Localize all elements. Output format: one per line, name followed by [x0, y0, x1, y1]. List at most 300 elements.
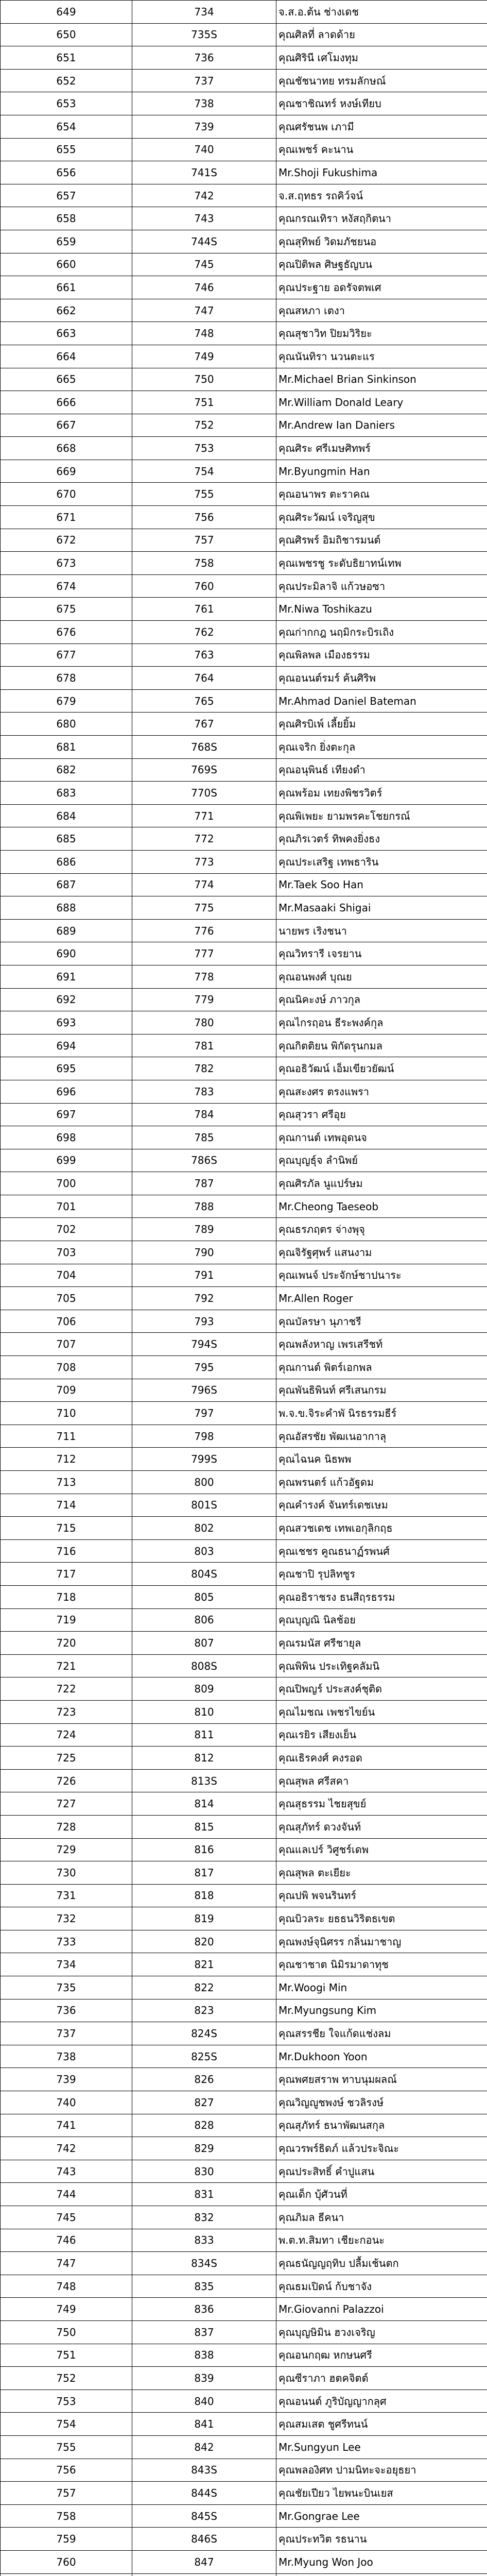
- row-number: 723: [1, 1700, 132, 1723]
- table-row: [1, 1264, 487, 1287]
- member-code: 840: [132, 2389, 276, 2413]
- member-name: คุณกานต์ พิตร์เอกพล: [276, 1356, 487, 1379]
- member-name: คุณธนัญญฤทิบ ปลื้มเช้นตก: [276, 2252, 487, 2275]
- table-row: [1, 667, 487, 690]
- member-code: 824S: [132, 2022, 276, 2045]
- member-code: 751: [132, 391, 276, 414]
- member-code: 801S: [132, 1494, 276, 1517]
- member-code: 815: [132, 1815, 276, 1838]
- member-name: Mr.Dukhoon Yoon: [276, 2045, 487, 2068]
- table-row: [1, 1034, 487, 1057]
- row-number: 735: [1, 1976, 132, 1999]
- member-code: 827: [132, 2091, 276, 2114]
- member-name: คุณศิรภัล นูแปร์ษม: [276, 1172, 487, 1195]
- member-name: คุณชัยเปียว ไยพนะบินเยส: [276, 2482, 487, 2505]
- member-name: คุณพงษ์จุนิศรร กลิ่นมาชาญ: [276, 1930, 487, 1953]
- member-code: 738: [132, 92, 276, 115]
- table-row: [1, 391, 487, 414]
- member-name: คุณอนกฤฒ หกษนศรี: [276, 2344, 487, 2367]
- row-number: 757: [1, 2482, 132, 2505]
- row-number: 692: [1, 988, 132, 1011]
- table-row: [1, 2022, 487, 2045]
- member-name: Mr.Masaaki Shigai: [276, 896, 487, 920]
- table-row: [1, 1930, 487, 1953]
- row-number: 686: [1, 850, 132, 873]
- table-row: [1, 2344, 487, 2367]
- row-number: 659: [1, 230, 132, 253]
- member-code: 740: [132, 138, 276, 161]
- table-row: [1, 758, 487, 782]
- member-code: 735S: [132, 23, 276, 46]
- table-body: [1, 1, 487, 2576]
- table-row: [1, 2206, 487, 2229]
- member-code: 745: [132, 253, 276, 276]
- table-row: [1, 873, 487, 896]
- row-number: 759: [1, 2528, 132, 2551]
- row-number: 672: [1, 529, 132, 552]
- member-code: 767: [132, 713, 276, 736]
- table-row: [1, 1471, 487, 1494]
- row-number: 677: [1, 643, 132, 667]
- row-number: 749: [1, 2298, 132, 2321]
- member-name: Mr.Taek Soo Han: [276, 873, 487, 896]
- row-number: 744: [1, 2183, 132, 2206]
- member-code: 778: [132, 965, 276, 988]
- member-code: 787: [132, 1172, 276, 1195]
- member-code: 791: [132, 1264, 276, 1287]
- row-number: 731: [1, 1884, 132, 1907]
- member-name: คุณปิติพล ศิษฐธัญบน: [276, 253, 487, 276]
- member-name: คุณอธิวัฒน์ เอ็มเขียวยัฒน์: [276, 1057, 487, 1080]
- member-name: คุณศิระ ศรีเมษศิทพร์: [276, 437, 487, 460]
- member-name: คุณภิรเวตร์ ทิพคงยิ่งธง: [276, 827, 487, 851]
- member-code: 829: [132, 2137, 276, 2160]
- member-code: 839: [132, 2367, 276, 2390]
- member-name: คุณสหภา เตงา: [276, 299, 487, 322]
- member-name: คุณเชชร คูณธนาฏ์รพนศ์: [276, 1539, 487, 1563]
- row-number: 673: [1, 552, 132, 575]
- table-row: [1, 506, 487, 529]
- row-number: 748: [1, 2275, 132, 2298]
- row-number: 702: [1, 1218, 132, 1241]
- member-code: 780: [132, 1011, 276, 1035]
- table-row: [1, 782, 487, 805]
- table-row: [1, 1425, 487, 1448]
- member-name: Mr.Ahmad Daniel Bateman: [276, 689, 487, 713]
- row-number: 736: [1, 1999, 132, 2022]
- member-name: คุณพร้อม เทยงพิชรวิตร์: [276, 782, 487, 805]
- row-number: 705: [1, 1287, 132, 1310]
- row-number: 676: [1, 621, 132, 644]
- table-row: [1, 804, 487, 827]
- row-number: 690: [1, 942, 132, 965]
- row-number: 725: [1, 1747, 132, 1770]
- row-number: 678: [1, 667, 132, 690]
- table-row: [1, 1769, 487, 1792]
- member-name: คุณแลเปร์ วิศูชร์เดพ: [276, 1838, 487, 1861]
- table-row: [1, 207, 487, 230]
- member-code: 736: [132, 46, 276, 70]
- row-number: 688: [1, 896, 132, 920]
- row-number: 720: [1, 1632, 132, 1655]
- member-code: 802: [132, 1517, 276, 1540]
- member-name: คุณสุภัทร์ ธนาพัฒนสกุล: [276, 2114, 487, 2137]
- table-row: [1, 965, 487, 988]
- member-name: Mr.Gongrae Lee: [276, 2504, 487, 2528]
- member-code: 817: [132, 1861, 276, 1885]
- member-name: คุณธมเปิดน์ ก้บชาจัง: [276, 2275, 487, 2298]
- row-number: 663: [1, 322, 132, 345]
- member-code: 763: [132, 643, 276, 667]
- member-name: คุณเจริก ยิ่งตะกุล: [276, 736, 487, 759]
- member-name: คุณสุพล ศรีสคา: [276, 1769, 487, 1792]
- table-row: [1, 1149, 487, 1172]
- row-number: 715: [1, 1517, 132, 1540]
- member-code: 836: [132, 2298, 276, 2321]
- row-number: 724: [1, 1723, 132, 1747]
- member-code: 845S: [132, 2504, 276, 2528]
- table-row: [1, 1218, 487, 1241]
- table-row: [1, 1011, 487, 1035]
- table-row: [1, 1654, 487, 1677]
- row-number: 695: [1, 1057, 132, 1080]
- member-name: คุณสรรชีย ใจแก้ดแช่งลม: [276, 2022, 487, 2045]
- row-number: 660: [1, 253, 132, 276]
- member-code: 800: [132, 1471, 276, 1494]
- table-row: [1, 1402, 487, 1425]
- member-code: 833: [132, 2229, 276, 2252]
- member-code: 821: [132, 1953, 276, 1976]
- row-number: 733: [1, 1930, 132, 1953]
- member-code: 814: [132, 1792, 276, 1816]
- member-code: 813S: [132, 1769, 276, 1792]
- member-code: 808S: [132, 1654, 276, 1677]
- member-code: 794S: [132, 1333, 276, 1356]
- row-number: 665: [1, 368, 132, 391]
- row-number: 669: [1, 460, 132, 483]
- row-number: 681: [1, 736, 132, 759]
- row-number: 726: [1, 1769, 132, 1792]
- member-name: คุณเรยิร เสียงเย็น: [276, 1723, 487, 1747]
- table-row: [1, 92, 487, 115]
- row-number: 666: [1, 391, 132, 414]
- row-number: 653: [1, 92, 132, 115]
- member-name: Mr.Sungyun Lee: [276, 2435, 487, 2459]
- table-row: [1, 138, 487, 161]
- member-code: 843S: [132, 2459, 276, 2482]
- member-name: [276, 2573, 487, 2576]
- member-code: 782: [132, 1057, 276, 1080]
- member-name: คุณเพชรชู ระดับธิยาทน์เทพ: [276, 552, 487, 575]
- member-code: 754: [132, 460, 276, 483]
- member-code: 825S: [132, 2045, 276, 2068]
- table-row: [1, 942, 487, 965]
- member-code: 776: [132, 919, 276, 942]
- member-name: คุณบุญณิ นิลช้อย: [276, 1608, 487, 1632]
- table-row: [1, 2091, 487, 2114]
- member-code: 819: [132, 1907, 276, 1930]
- table-row: [1, 1907, 487, 1930]
- member-name: คุณไฉนค นิธพพ: [276, 1448, 487, 1471]
- member-code: 788: [132, 1195, 276, 1218]
- table-row: [1, 2573, 487, 2576]
- member-name: คุณชาชาต นิมิรมาดาทุช: [276, 1953, 487, 1976]
- member-code: 810: [132, 1700, 276, 1723]
- member-name: คุณพศยสราพ ทาบนุมผลณ์: [276, 2068, 487, 2091]
- table-row: [1, 2114, 487, 2137]
- table-row: [1, 2252, 487, 2275]
- member-name: คุณจิรัฐศุพร์ แสนงาม: [276, 1241, 487, 1264]
- table-row: [1, 1103, 487, 1126]
- table-row: [1, 598, 487, 621]
- table-row: [1, 643, 487, 667]
- member-name: คุณศิรินี เศโมงทุม: [276, 46, 487, 70]
- member-name: Mr.Byungmin Han: [276, 460, 487, 483]
- member-name: คุณอนาพร ตะราคณ: [276, 483, 487, 506]
- table-row: [1, 1999, 487, 2022]
- member-name: คุณบุญธุ์จ ลำนิพย์: [276, 1149, 487, 1172]
- row-number: 698: [1, 1126, 132, 1149]
- table-row: [1, 2045, 487, 2068]
- member-name: คุณวิทรารี เจรยาน: [276, 942, 487, 965]
- row-number: 649: [1, 1, 132, 24]
- table-row: [1, 1884, 487, 1907]
- member-code: 789: [132, 1218, 276, 1241]
- member-name: คุณภิมล ธีคนา: [276, 2206, 487, 2229]
- row-number: 718: [1, 1585, 132, 1608]
- row-number: 738: [1, 2045, 132, 2068]
- table-row: [1, 1700, 487, 1723]
- member-name: Mr.Andrew Ian Daniers: [276, 414, 487, 437]
- member-name: คุณพลองิศท ปามนิทะจะอยุธยา: [276, 2459, 487, 2482]
- member-code: 832: [132, 2206, 276, 2229]
- row-number: 689: [1, 919, 132, 942]
- member-code: 785: [132, 1126, 276, 1149]
- member-code: 774: [132, 873, 276, 896]
- member-code: 739: [132, 115, 276, 138]
- row-number: 710: [1, 1402, 132, 1425]
- row-number: 655: [1, 138, 132, 161]
- row-number: 694: [1, 1034, 132, 1057]
- table-row: [1, 115, 487, 138]
- member-code: 742: [132, 184, 276, 207]
- member-name: คุณประทวิต รธนาน: [276, 2528, 487, 2551]
- table-row: [1, 2137, 487, 2160]
- row-number: 752: [1, 2367, 132, 2390]
- member-name: Mr.Myung Won Joo: [276, 2550, 487, 2573]
- member-name: คุณอนนต์ ภูริบัญญากลุศ: [276, 2389, 487, 2413]
- member-name: คุณปิพญร์ ประสงค์ชุติด: [276, 1677, 487, 1701]
- table-row: [1, 2160, 487, 2183]
- member-code: 737: [132, 69, 276, 92]
- row-number: 667: [1, 414, 132, 437]
- member-code: 835: [132, 2275, 276, 2298]
- table-row: [1, 2482, 487, 2505]
- row-number: 740: [1, 2091, 132, 2114]
- member-code: 816: [132, 1838, 276, 1861]
- member-name: คุณเด็ก บุ้ศัวนที่: [276, 2183, 487, 2206]
- row-number: 701: [1, 1195, 132, 1218]
- table-row: [1, 2504, 487, 2528]
- row-number: 651: [1, 46, 132, 70]
- table-row: [1, 1356, 487, 1379]
- member-code: 797: [132, 1402, 276, 1425]
- member-code: 818: [132, 1884, 276, 1907]
- member-name: Mr.Allen Roger: [276, 1287, 487, 1310]
- row-number: 713: [1, 1471, 132, 1494]
- table-row: [1, 1585, 487, 1608]
- row-number: 657: [1, 184, 132, 207]
- member-name: Mr.Giovanni Palazzoi: [276, 2298, 487, 2321]
- member-code: 762: [132, 621, 276, 644]
- row-number: 661: [1, 276, 132, 299]
- table-row: [1, 1310, 487, 1333]
- member-name: คุณอัสรชัย พัฒเนอากาลุ: [276, 1425, 487, 1448]
- row-number: 756: [1, 2459, 132, 2482]
- table-row: [1, 736, 487, 759]
- table-row: [1, 2435, 487, 2459]
- member-code: 764: [132, 667, 276, 690]
- member-name: คุณเพนจ์ ประจักษ์ชาปนาระ: [276, 1264, 487, 1287]
- table-row: [1, 1379, 487, 1402]
- member-name: คุณสุชาวิท ปิยมวิริยะ: [276, 322, 487, 345]
- member-code: 828: [132, 2114, 276, 2137]
- member-code: 826: [132, 2068, 276, 2091]
- member-code: 846S: [132, 2528, 276, 2551]
- member-name: คุณนิคะงษ์ ภาวกุล: [276, 988, 487, 1011]
- member-name: จ.ส.ฤทธร รถคิว์จน์: [276, 184, 487, 207]
- row-number: 714: [1, 1494, 132, 1517]
- table-row: [1, 2550, 487, 2573]
- member-code: 765: [132, 689, 276, 713]
- table-row: [1, 988, 487, 1011]
- table-row: [1, 621, 487, 644]
- table-row: [1, 529, 487, 552]
- member-code: 792: [132, 1287, 276, 1310]
- table-row: [1, 299, 487, 322]
- member-code: 830: [132, 2160, 276, 2183]
- member-name: คุณพลังหาญ เพรเสรีชท์: [276, 1333, 487, 1356]
- member-name: คุณเพชร์ คะนาน: [276, 138, 487, 161]
- member-code: 795: [132, 1356, 276, 1379]
- member-name: คุณประฐาย อดรัจตพเศ: [276, 276, 487, 299]
- table-row: [1, 1195, 487, 1218]
- member-name: คุณศิรพร์ อิมถิชารมนต์: [276, 529, 487, 552]
- member-code: 837: [132, 2320, 276, 2344]
- member-code: 758: [132, 552, 276, 575]
- member-name: Mr.Myungsung Kim: [276, 1999, 487, 2022]
- member-name: คุณไมชณ เพชรไขย์น: [276, 1700, 487, 1723]
- table-row: [1, 827, 487, 851]
- table-row: [1, 1494, 487, 1517]
- member-code: 770S: [132, 782, 276, 805]
- member-name: คุณนันทิรา นวนตะแร: [276, 345, 487, 368]
- row-number: 721: [1, 1654, 132, 1677]
- member-code: 838: [132, 2344, 276, 2367]
- row-number: 704: [1, 1264, 132, 1287]
- row-number: 742: [1, 2137, 132, 2160]
- member-code: 775: [132, 896, 276, 920]
- member-code: 811: [132, 1723, 276, 1747]
- member-code: 769S: [132, 758, 276, 782]
- row-number: 683: [1, 782, 132, 805]
- member-name: คุณเธิรคงศ์ คงรอด: [276, 1747, 487, 1770]
- member-name: พ.ต.ท.สิมทา เชียะกอนะ: [276, 2229, 487, 2252]
- row-number: 728: [1, 1815, 132, 1838]
- row-number: 709: [1, 1379, 132, 1402]
- table-row: [1, 1838, 487, 1861]
- row-number: 703: [1, 1241, 132, 1264]
- row-number: 685: [1, 827, 132, 851]
- row-number: 743: [1, 2160, 132, 2183]
- member-code: 749: [132, 345, 276, 368]
- member-code: 748: [132, 322, 276, 345]
- member-name: คุณพันธิพินท์ ศรีเสนกรม: [276, 1379, 487, 1402]
- row-number: 754: [1, 2413, 132, 2436]
- row-number: 658: [1, 207, 132, 230]
- member-name: คุณสมเสต ชูศรีทนน์: [276, 2413, 487, 2436]
- member-name: คุณกานต์ เทพอุดนจ: [276, 1126, 487, 1149]
- member-name: คุณบัลรษา นุภาชรี: [276, 1310, 487, 1333]
- table-row: [1, 322, 487, 345]
- row-number: 734: [1, 1953, 132, 1976]
- member-code: [132, 2573, 276, 2576]
- member-name: คุณสุธรรม ไชยสุขย์: [276, 1792, 487, 1816]
- member-code: 847: [132, 2550, 276, 2573]
- member-code: 822: [132, 1976, 276, 1999]
- row-number: 684: [1, 804, 132, 827]
- member-code: 790: [132, 1241, 276, 1264]
- table-row: [1, 1287, 487, 1310]
- table-row: [1, 689, 487, 713]
- member-code: 755: [132, 483, 276, 506]
- member-code: 844S: [132, 2482, 276, 2505]
- member-name: คุณชาปิ รุปลิทชูร: [276, 1563, 487, 1586]
- member-name: คุณวิญญูชพงษ์ ชวลิรงษ์: [276, 2091, 487, 2114]
- table-row: [1, 1057, 487, 1080]
- row-number: 732: [1, 1907, 132, 1930]
- table-row: [1, 437, 487, 460]
- member-name: คุณธรภฤตร จ่างพุจุ: [276, 1218, 487, 1241]
- member-name: คุณศิระวัฒน์ เจริญสุข: [276, 506, 487, 529]
- member-code: 784: [132, 1103, 276, 1126]
- member-code: 820: [132, 1930, 276, 1953]
- table-row: [1, 1126, 487, 1149]
- table-row: [1, 2528, 487, 2551]
- row-number: 691: [1, 965, 132, 988]
- row-number: 668: [1, 437, 132, 460]
- table-row: [1, 574, 487, 598]
- row-number: 751: [1, 2344, 132, 2367]
- table-row: [1, 896, 487, 920]
- table-row: [1, 368, 487, 391]
- table-row: [1, 1861, 487, 1885]
- member-code: 842: [132, 2435, 276, 2459]
- row-number: 662: [1, 299, 132, 322]
- member-code: 779: [132, 988, 276, 1011]
- row-number: 730: [1, 1861, 132, 1885]
- member-code: 750: [132, 368, 276, 391]
- member-name: คุณประสิทธิ์ คำปูแสน: [276, 2160, 487, 2183]
- table-row: [1, 345, 487, 368]
- table-row: [1, 2320, 487, 2344]
- table-row: [1, 1241, 487, 1264]
- table-row: [1, 1976, 487, 1999]
- row-number: 708: [1, 1356, 132, 1379]
- member-name: นายพร เริงชนา: [276, 919, 487, 942]
- member-name: คุณก่ากกฎ นฤมิกระบิรเถิง: [276, 621, 487, 644]
- row-number: 654: [1, 115, 132, 138]
